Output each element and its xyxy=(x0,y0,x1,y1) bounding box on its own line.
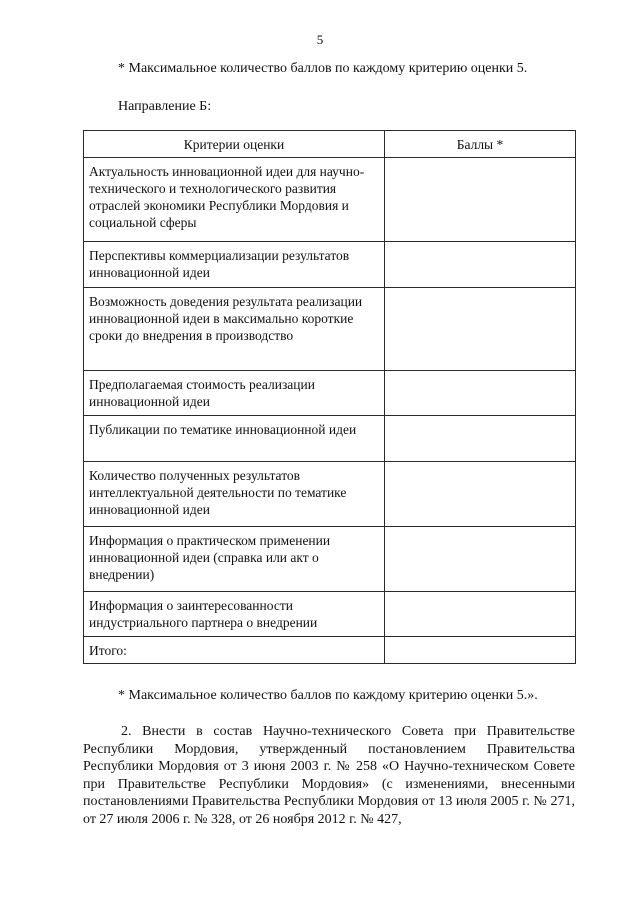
table-row xyxy=(84,416,576,462)
footnote-max-score-top: * Максимальное количество баллов по каждому критерию оценки 5. xyxy=(118,61,528,76)
table-row xyxy=(84,527,576,592)
table-row xyxy=(84,158,576,242)
score-cell xyxy=(385,288,576,371)
criterion-cell: Возможность доведения результата реализации инновационной идеи в максимально короткие сроки до внедрения в производство xyxy=(84,288,385,371)
criteria-table xyxy=(83,130,576,664)
score-cell xyxy=(385,527,576,592)
score-cell xyxy=(385,158,576,242)
criterion-cell: Перспективы коммерциализации результатов инновационной идеи xyxy=(84,242,385,288)
header-criteria: Критерии оценки xyxy=(84,131,385,158)
score-cell xyxy=(385,592,576,637)
table-row xyxy=(84,288,576,371)
table-row xyxy=(84,371,576,416)
total-score-cell xyxy=(385,637,576,664)
body-paragraph: 2. Внести в состав Научно-технического Совета при Правительстве Республики Мордовия, утвержденный постановлением Правительства Республики Мордовия от 3 июня 2003 г. № 258 «О Научно-техническом Совете при Правительстве Республики Мордовия» (с изменениями, внесенными постановлениями Правительства Республики Мордовия от 13 июля 2005 г. № 271, от 27 июля 2006 г. № 328, от 26 ноября 2012 г. № 427, xyxy=(83,724,575,827)
table-row xyxy=(84,242,576,288)
score-cell xyxy=(385,242,576,288)
score-cell xyxy=(385,371,576,416)
table-header-row xyxy=(84,131,576,158)
criterion-cell: Предполагаемая стоимость реализации инновационной идеи xyxy=(84,371,385,416)
criterion-cell: Актуальность инновационной идеи для научно-технического и технологического развития отраслей экономики Республики Мордовия и социальной сферы xyxy=(84,158,385,242)
section-heading-direction-b: Направление Б: xyxy=(118,99,212,114)
criterion-cell: Публикации по тематике инновационной идеи xyxy=(84,416,385,462)
score-cell xyxy=(385,462,576,527)
header-score: Баллы * xyxy=(385,131,576,158)
table-row xyxy=(84,462,576,527)
total-label-cell: Итого: xyxy=(84,637,385,664)
criterion-cell: Количество полученных результатов интеллектуальной деятельности по тематике инновационной идеи xyxy=(84,462,385,527)
criterion-cell: Информация о практическом применении инновационной идеи (справка или акт о внедрении) xyxy=(84,527,385,592)
score-cell xyxy=(385,416,576,462)
page-number: 5 xyxy=(316,32,324,47)
table-row-total xyxy=(84,637,576,664)
footnote-max-score-bottom: * Максимальное количество баллов по каждому критерию оценки 5.». xyxy=(118,688,538,703)
table-row xyxy=(84,592,576,637)
criterion-cell: Информация о заинтересованности индустриального партнера о внедрении xyxy=(84,592,385,637)
